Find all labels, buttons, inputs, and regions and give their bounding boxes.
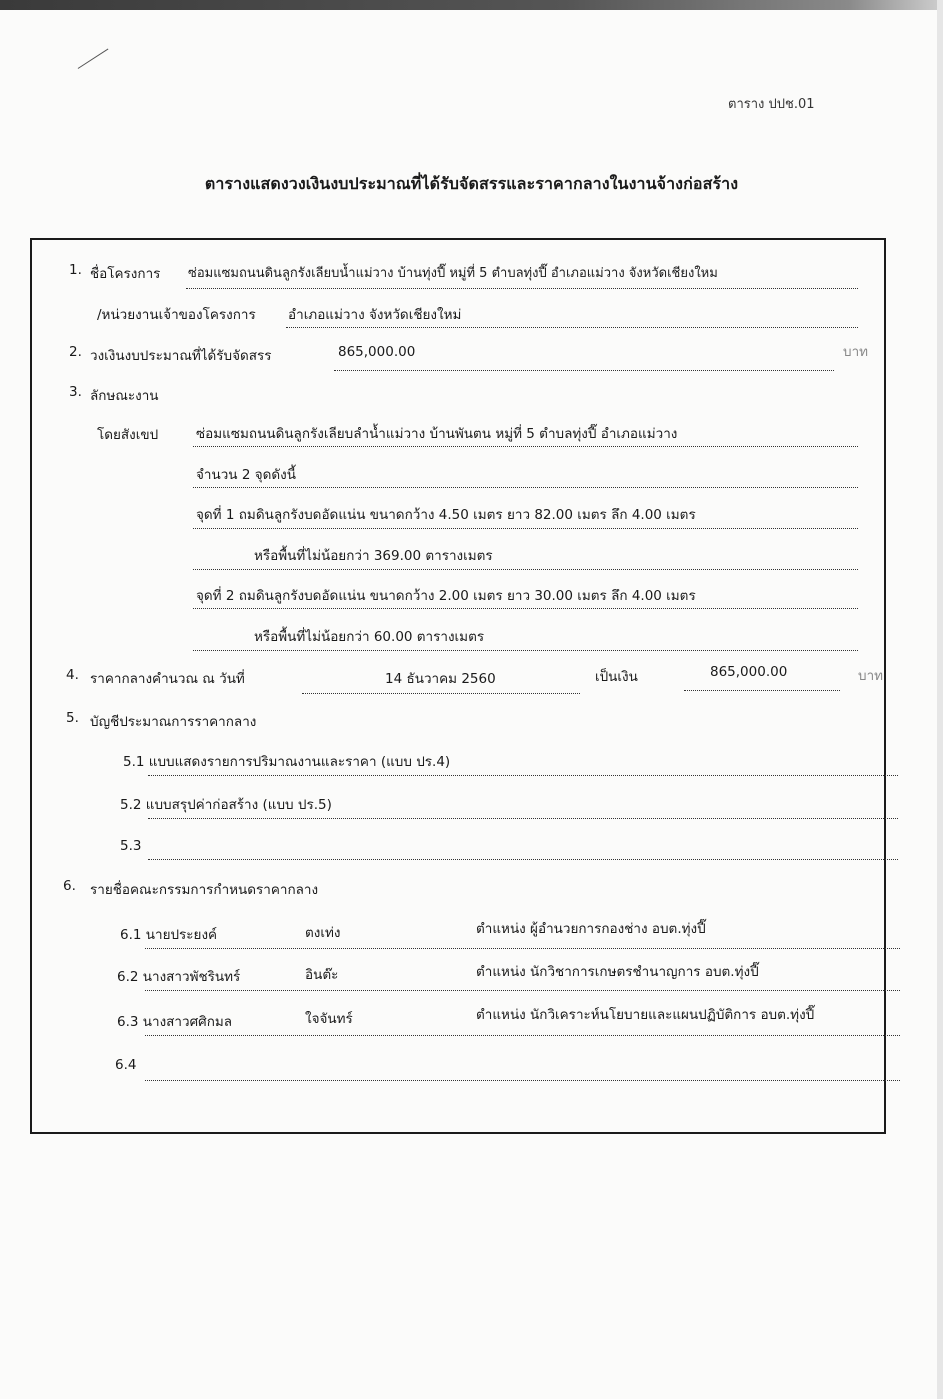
committee-member-line [145, 1080, 900, 1081]
committee-member-surname: ตงเท่ง [305, 925, 341, 941]
summary-label: โดยสังเขป [97, 427, 159, 443]
agency-line [286, 327, 858, 328]
estimate-doc-1-line [148, 775, 898, 776]
pen-mark [78, 48, 109, 69]
budget-value: 865,000.00 [338, 344, 416, 360]
item1-label: ชื่อโครงการ [90, 266, 161, 282]
work-line-4-underline [193, 569, 858, 570]
committee-member-line [145, 990, 900, 991]
document-title: ตารางแสดงวงเงินงบประมาณที่ได้รับจัดสรรและราคากลางในงานจ้างก่อสร้าง [204, 174, 739, 193]
committee-member-position: ตำแหน่ง นักวิชาการเกษตรชำนาญการ อบต.ทุ่งปี๊ [476, 964, 759, 980]
form-code: ตาราง ปปช.01 [728, 97, 815, 112]
project-name: ซ่อมแซมถนนดินลูกรังเลียบน้ำแม่วาง บ้านทุ่งปี๊ หมู่ที่ 5 ตำบลทุ่งปี๊ อำเภอแม่วาง จังหวัดเชียงใหม [188, 266, 718, 281]
committee-member-position: ตำแหน่ง ผู้อำนวยการกองช่าง อบต.ทุ่งปี๊ [476, 921, 706, 937]
item3-number: 3. [69, 384, 82, 400]
median-price-unit: บาท [858, 668, 884, 684]
work-line-6-underline [193, 650, 858, 651]
committee-member-name: 6.4 [115, 1057, 137, 1073]
work-line-5: จุดที่ 2 ถมดินลูกรังบดอัดแน่น ขนาดกว้าง 2.00 เมตร ยาว 30.00 เมตร ลึก 4.00 เมตร [196, 588, 696, 604]
scan-top-edge [0, 0, 943, 10]
committee-member-name: 6.2 นางสาวพัชรินทร์ [117, 969, 241, 985]
estimate-doc-3: 5.3 [120, 838, 142, 854]
amount-label: เป็นเงิน [595, 669, 638, 685]
item6-label: รายชื่อคณะกรรมการกำหนดราคากลาง [90, 882, 319, 898]
committee-member-position: ตำแหน่ง นักวิเคราะห์นโยบายและแผนปฏิบัติการ อบต.ทุ่งปี๊ [476, 1007, 815, 1023]
median-price-amount: 865,000.00 [710, 664, 788, 680]
committee-member-name: 6.3 นางสาวศศิกมล [117, 1014, 233, 1030]
agency-value: อำเภอแม่วาง จังหวัดเชียงใหม่ [288, 307, 462, 323]
work-line-4: หรือพื้นที่ไม่น้อยกว่า 369.00 ตารางเมตร [254, 548, 493, 564]
scan-right-edge [937, 0, 943, 1399]
item6-number: 6. [63, 878, 76, 894]
item2-number: 2. [69, 344, 82, 360]
work-line-3-underline [193, 528, 858, 529]
item4-number: 4. [66, 667, 79, 683]
work-line-5-underline [193, 608, 858, 609]
work-line-2-underline [193, 487, 858, 488]
committee-member-name: 6.1 นายประยงค์ [120, 927, 218, 943]
median-price-date: 14 ธันวาคม 2560 [385, 671, 496, 687]
work-line-1-underline [193, 446, 858, 447]
agency-label: /หน่วยงานเจ้าของโครงการ [97, 307, 256, 323]
work-line-1: ซ่อมแซมถนนดินลูกรังเลียบลำน้ำแม่วาง บ้านพันตน หมู่ที่ 5 ตำบลทุ่งปี๊ อำเภอแม่วาง [196, 426, 678, 442]
item4-label: ราคากลางคำนวณ ณ วันที่ [90, 671, 245, 687]
project-name-line [186, 288, 858, 289]
estimate-doc-2: 5.2 แบบสรุปค่าก่อสร้าง (แบบ ปร.5) [120, 797, 332, 813]
committee-member-surname: อินต๊ะ [305, 967, 339, 983]
work-line-2: จำนวน 2 จุดดังนี้ [196, 467, 296, 483]
item5-label: บัญชีประมาณการราคากลาง [90, 714, 257, 730]
budget-line [334, 370, 834, 371]
estimate-doc-2-line [148, 818, 898, 819]
item1-number: 1. [69, 262, 82, 278]
estimate-doc-1: 5.1 แบบแสดงรายการปริมาณงานและราคา (แบบ ปร.4) [123, 754, 451, 770]
committee-member-surname: ใจจันทร์ [305, 1011, 353, 1027]
item5-number: 5. [66, 710, 79, 726]
work-line-3: จุดที่ 1 ถมดินลูกรังบดอัดแน่น ขนาดกว้าง 4.50 เมตร ยาว 82.00 เมตร ลึก 4.00 เมตร [196, 507, 696, 523]
item2-label: วงเงินงบประมาณที่ได้รับจัดสรร [90, 348, 272, 364]
median-amount-line [684, 690, 840, 691]
estimate-doc-3-line [148, 859, 898, 860]
budget-unit: บาท [843, 344, 869, 360]
median-date-line [302, 693, 580, 694]
work-line-6: หรือพื้นที่ไม่น้อยกว่า 60.00 ตารางเมตร [254, 629, 485, 645]
committee-member-line [145, 1035, 900, 1036]
item3-label: ลักษณะงาน [90, 388, 159, 404]
committee-member-line [145, 948, 900, 949]
